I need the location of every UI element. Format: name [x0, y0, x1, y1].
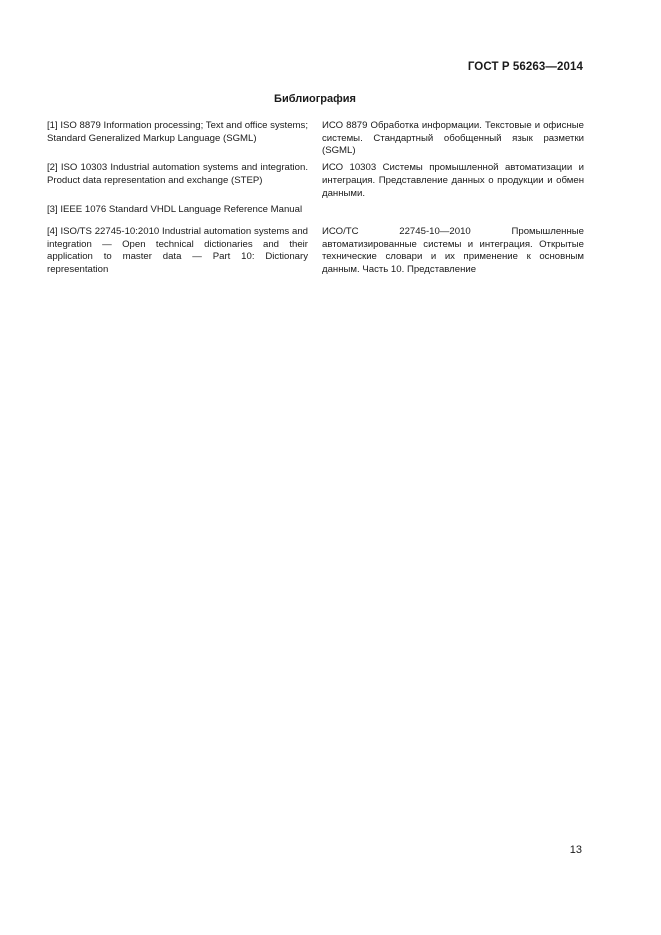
entry-english-text: [4] ISO/TS 22745-10:2010 Industrial automation systems and integration — Open technical dictionaries and their application to master data — Part 10: Dictionary representation: [47, 225, 308, 276]
bibliography-list: [47, 120, 584, 281]
entry-russian-text: ИСО/ТС 22745-10—2010 Промышленные автоматизированные системы и интеграция. Открытые технические словари и их применение к основным данным. Часть 10. Представление: [322, 225, 584, 276]
entry-russian-text: [322, 204, 584, 217]
bibliography-entry: [47, 204, 584, 217]
bibliography-entry: [47, 162, 584, 200]
entry-russian-text: ИСО 8879 Обработка информации. Текстовые и офисные системы. Стандартный обобщенный язык разметки (SGML): [322, 120, 584, 157]
section-title: Библиография: [274, 93, 356, 105]
page-number: 13: [569, 844, 582, 856]
bibliography-entry: [47, 120, 584, 158]
entry-english-text: [2] ISO 10303 Industrial automation systems and integration. Product data representation and exchange (STEP): [47, 162, 308, 186]
entry-english-text: [3] IEEE 1076 Standard VHDL Language Reference Manual: [47, 204, 303, 216]
bibliography-entry: [47, 226, 584, 277]
document-code: ГОСТ Р 56263—2014: [467, 61, 583, 73]
entry-english-text: [1] ISO 8879 Information processing; Text and office systems; Standard Generalized Markup Language (SGML): [47, 120, 308, 144]
entry-russian-text: ИСО 10303 Системы промышленной автоматизации и интеграция. Представление данных о продукции и обмен данными.: [322, 162, 584, 199]
